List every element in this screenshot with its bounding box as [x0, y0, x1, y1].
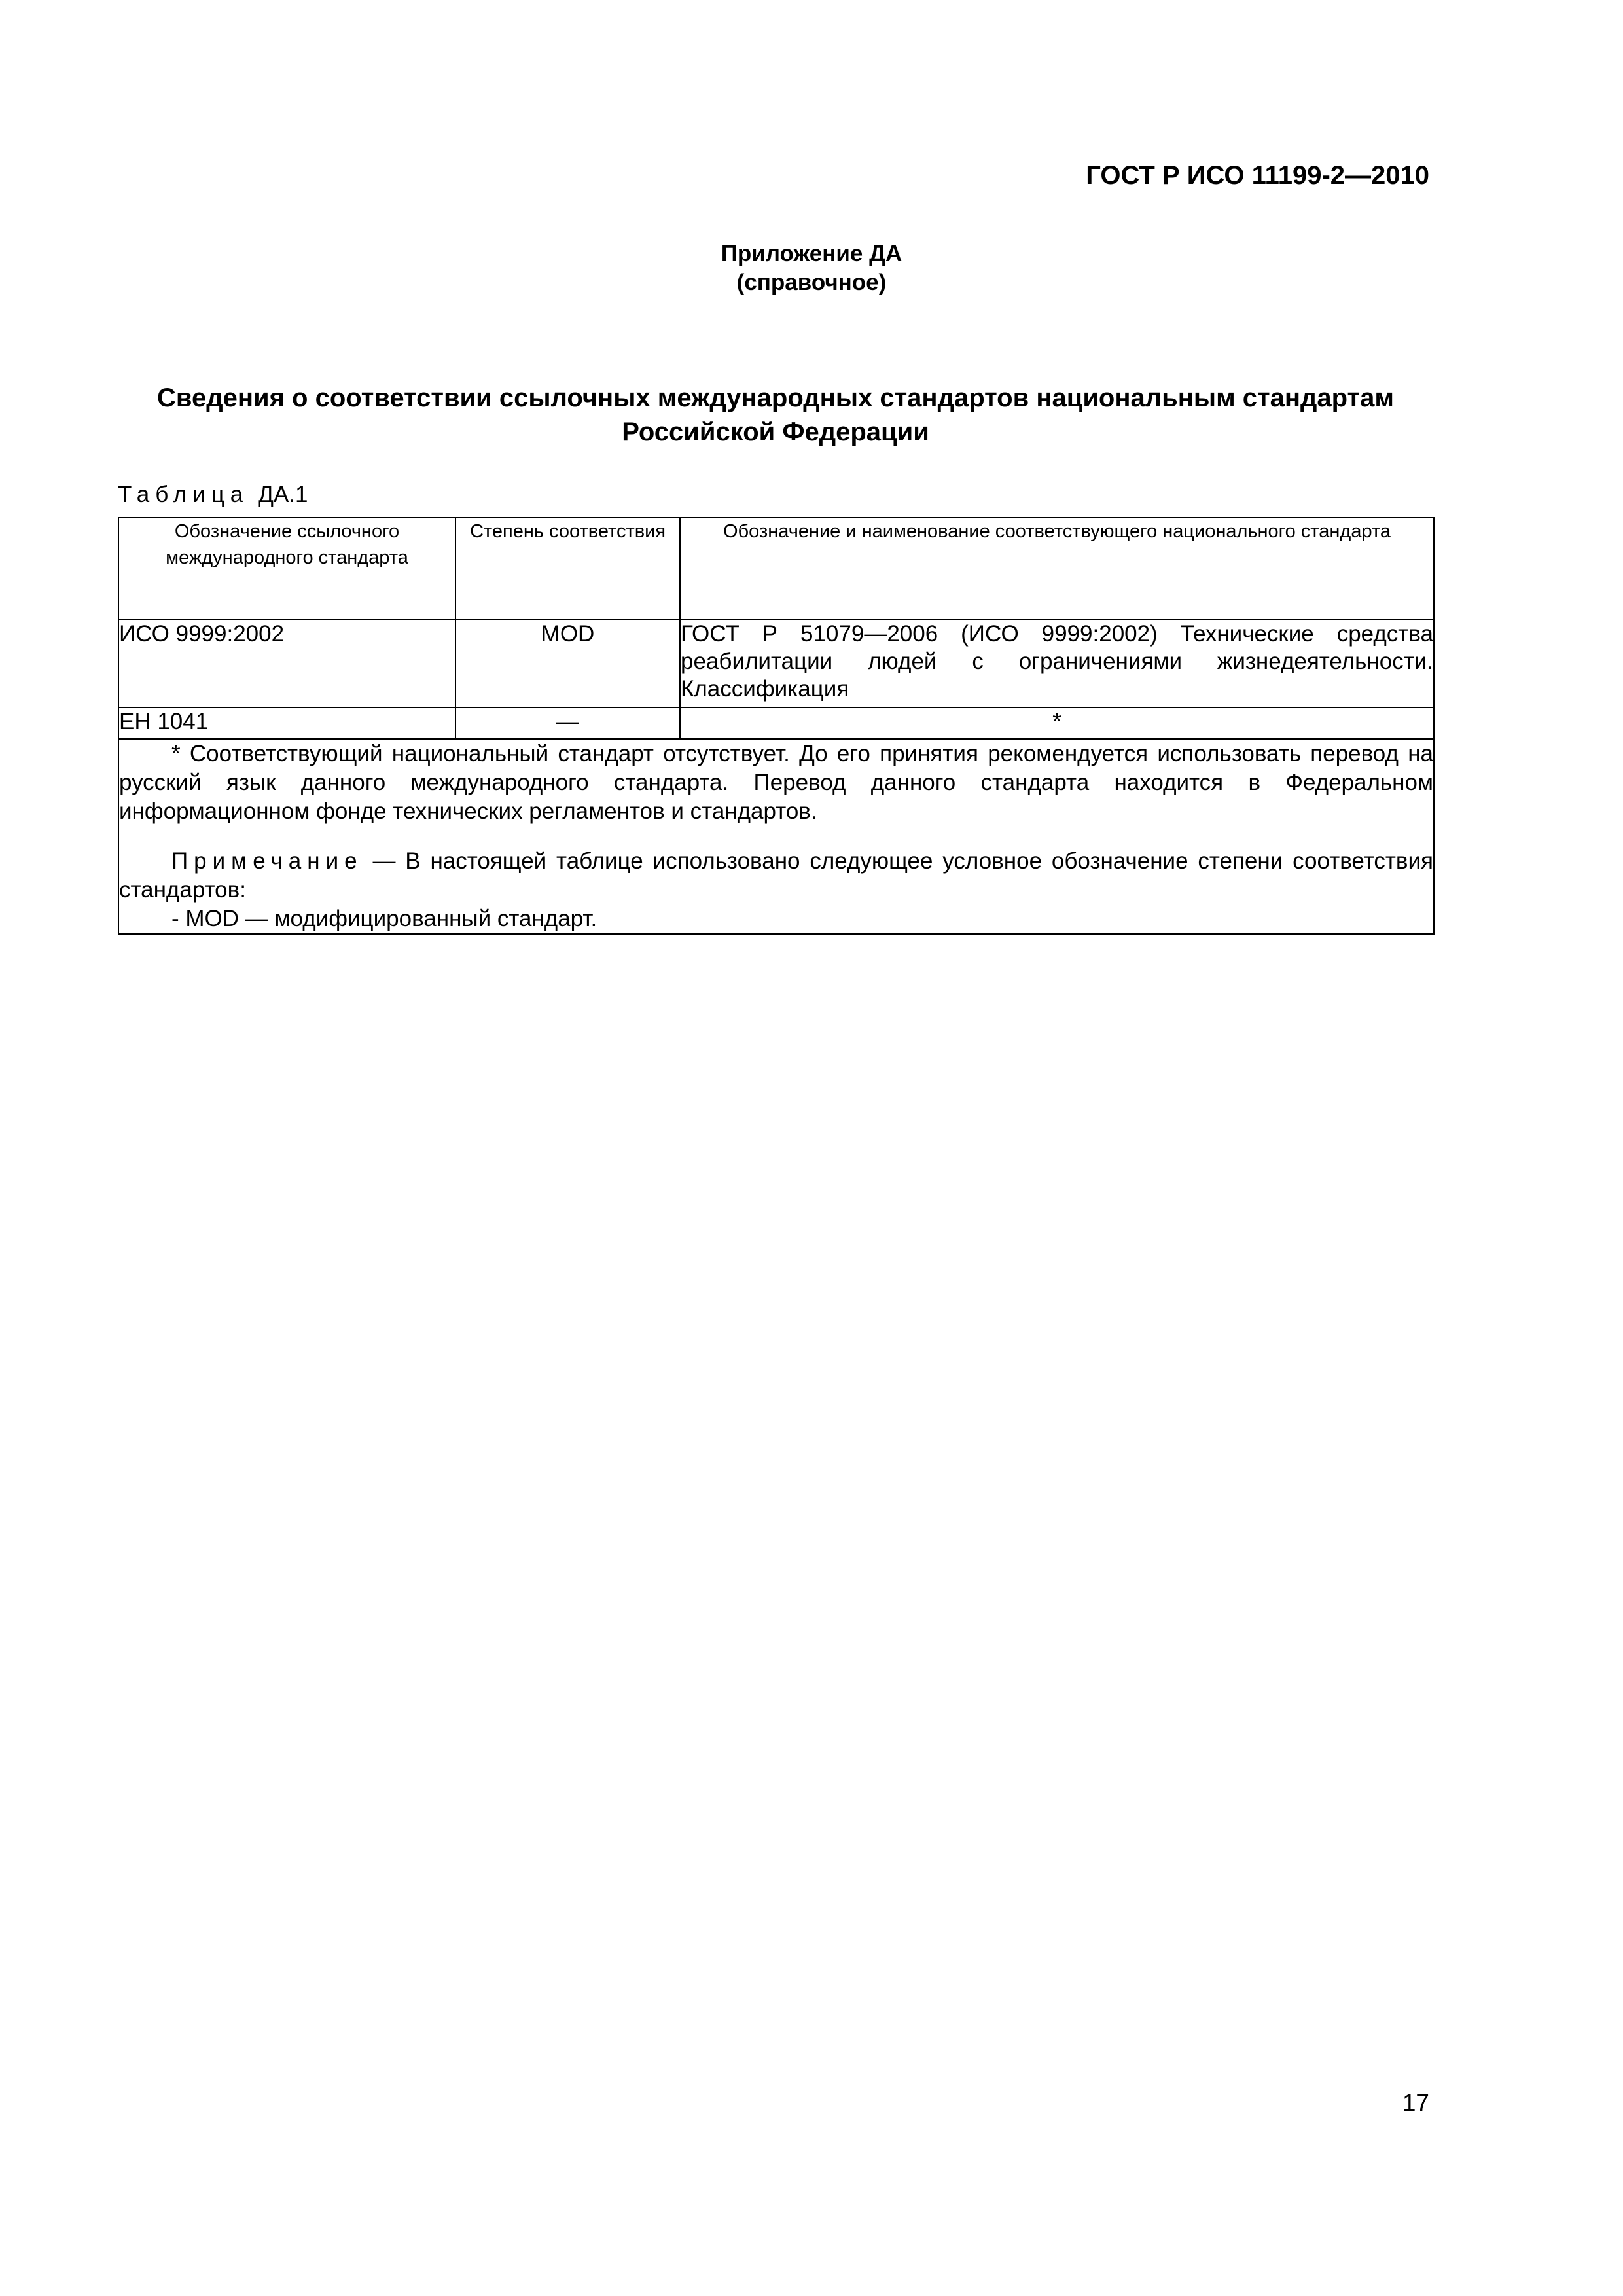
table-header-row [118, 518, 1434, 620]
table-caption [118, 482, 308, 508]
appendix-subtitle: (справочное) [736, 270, 887, 295]
table-notes-row [118, 739, 1434, 934]
cell-international-standard: ИСО 9999:2002 [118, 620, 455, 708]
note-list-item: - MOD — модифицированный стандарт. [171, 906, 597, 931]
cell-international-standard: ЕН 1041 [118, 708, 455, 739]
note-spacer [119, 826, 1433, 847]
table-note [119, 847, 1433, 905]
header-national-standard: Обозначение и наименование соответствующего национального стандарта [680, 518, 1434, 620]
table-caption-number: ДА.1 [258, 482, 308, 507]
section-title-line-1: Сведения о соответствии ссылочных международных стандартов национальным стандартам [157, 384, 1394, 412]
note-text: — В настоящей таблице использовано следующее условное обозначение степени соответствия стандартов: [119, 848, 1433, 903]
header-degree-of-correspondence: Степень соответствия [455, 518, 680, 620]
table-row [118, 708, 1434, 739]
section-title [118, 381, 1433, 449]
section-title-line-2: Российской Федерации [622, 418, 929, 446]
cell-national-standard: * [680, 708, 1434, 739]
table-row [118, 620, 1434, 708]
note-label: Примечание [171, 848, 363, 874]
cell-degree: — [455, 708, 680, 739]
table-notes-cell [118, 739, 1434, 934]
standards-correspondence-table [118, 517, 1435, 935]
document-code: ГОСТ Р ИСО 11199-2—2010 [1086, 161, 1429, 190]
appendix-title: Приложение ДА [721, 241, 902, 266]
cell-national-standard: ГОСТ Р 51079—2006 (ИСО 9999:2002) Технические средства реабилитации людей с ограничениями жизнедеятельности. Классификация [680, 620, 1434, 708]
header-international-standard: Обозначение ссылочного международного стандарта [118, 518, 455, 620]
cell-degree: MOD [455, 620, 680, 708]
page-number: 17 [1402, 2089, 1429, 2116]
table-caption-word: Таблица [118, 482, 249, 507]
appendix-heading [0, 240, 1623, 297]
table-footnote: * Соответствующий национальный стандарт отсутствует. До его принятия рекомендуется использовать перевод на русский язык данного международного стандарта. Перевод данного стандарта находится в Федеральном информационном фонде технических регламентов и стандартов. [119, 741, 1433, 824]
